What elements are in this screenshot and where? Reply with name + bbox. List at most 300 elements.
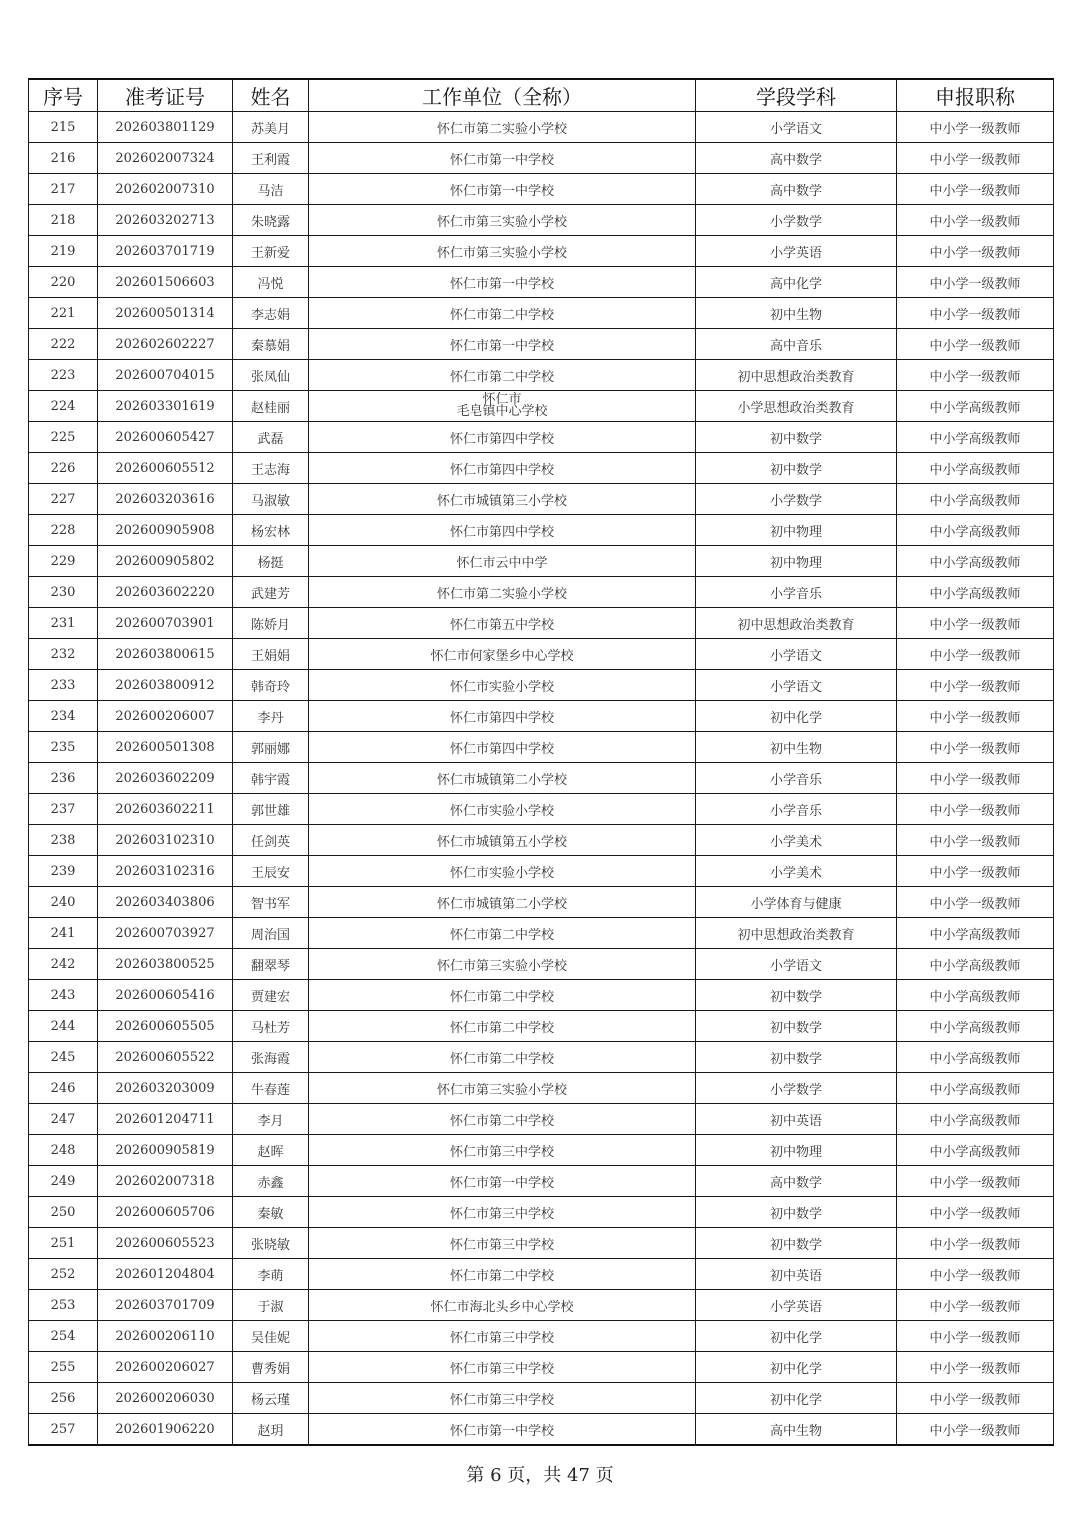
cell-index: 241 (29, 918, 98, 949)
cell-exam-id: 202601204804 (98, 1259, 233, 1290)
cell-name: 韩奇玲 (233, 670, 309, 701)
table-row (29, 1135, 1054, 1166)
cell-subject: 高中生物 (696, 1414, 897, 1446)
table-row (29, 701, 1054, 732)
cell-index: 248 (29, 1135, 98, 1166)
cell-exam-id: 202600703901 (98, 608, 233, 639)
cell-exam-id: 202603203009 (98, 1073, 233, 1104)
cell-name: 王利霞 (233, 143, 309, 174)
cell-subject: 初中物理 (696, 546, 897, 577)
cell-title: 中小学一级教师 (897, 1259, 1054, 1290)
table-row (29, 329, 1054, 360)
cell-index: 234 (29, 701, 98, 732)
cell-index: 232 (29, 639, 98, 670)
cell-workplace: 怀仁市城镇第三小学校 (309, 484, 696, 515)
cell-title: 中小学一级教师 (897, 794, 1054, 825)
cell-exam-id: 202600206030 (98, 1383, 233, 1414)
cell-title: 中小学一级教师 (897, 1414, 1054, 1446)
cell-title: 中小学高级教师 (897, 391, 1054, 422)
cell-index: 229 (29, 546, 98, 577)
cell-name: 马淑敏 (233, 484, 309, 515)
table-row (29, 1197, 1054, 1228)
cell-exam-id: 202600206110 (98, 1321, 233, 1352)
cell-index: 231 (29, 608, 98, 639)
cell-name: 王辰安 (233, 856, 309, 887)
cell-exam-id: 202600605512 (98, 453, 233, 484)
cell-title: 中小学一级教师 (897, 732, 1054, 763)
cell-name: 张海霞 (233, 1042, 309, 1073)
cell-subject: 初中思想政治类教育 (696, 918, 897, 949)
cell-index: 215 (29, 112, 98, 143)
cell-subject: 小学数学 (696, 484, 897, 515)
cell-workplace: 怀仁市第三实验小学校 (309, 236, 696, 267)
cell-name: 赵桂丽 (233, 391, 309, 422)
table-row (29, 980, 1054, 1011)
cell-workplace: 怀仁市实验小学校 (309, 670, 696, 701)
table-row (29, 236, 1054, 267)
cell-title: 中小学一级教师 (897, 701, 1054, 732)
cell-subject: 小学语文 (696, 639, 897, 670)
cell-name: 贾建宏 (233, 980, 309, 1011)
cell-exam-id: 202603602220 (98, 577, 233, 608)
cell-index: 252 (29, 1259, 98, 1290)
table-row (29, 174, 1054, 205)
cell-index: 224 (29, 391, 98, 422)
cell-exam-id: 202600605427 (98, 422, 233, 453)
table-row (29, 298, 1054, 329)
column-header-subject: 学段学科 (696, 79, 897, 112)
cell-index: 236 (29, 763, 98, 794)
cell-subject: 小学体育与健康 (696, 887, 897, 918)
cell-title: 中小学高级教师 (897, 1073, 1054, 1104)
cell-name: 翻翠琴 (233, 949, 309, 980)
cell-index: 244 (29, 1011, 98, 1042)
cell-workplace: 怀仁市第一中学校 (309, 1414, 696, 1446)
cell-exam-id: 202600501308 (98, 732, 233, 763)
cell-workplace: 怀仁市第三实验小学校 (309, 205, 696, 236)
table-row (29, 887, 1054, 918)
cell-index: 250 (29, 1197, 98, 1228)
cell-title: 中小学一级教师 (897, 298, 1054, 329)
cell-title: 中小学一级教师 (897, 887, 1054, 918)
table-row (29, 1073, 1054, 1104)
table-row (29, 949, 1054, 980)
cell-exam-id: 202600905819 (98, 1135, 233, 1166)
cell-title: 中小学高级教师 (897, 1011, 1054, 1042)
cell-workplace: 怀仁市第一中学校 (309, 174, 696, 205)
table-row (29, 205, 1054, 236)
cell-subject: 高中数学 (696, 143, 897, 174)
cell-workplace: 怀仁市第三实验小学校 (309, 1073, 696, 1104)
cell-name: 赵玥 (233, 1414, 309, 1446)
table-row (29, 112, 1054, 143)
cell-workplace: 怀仁市第四中学校 (309, 701, 696, 732)
cell-exam-id: 202603602211 (98, 794, 233, 825)
cell-name: 吴佳妮 (233, 1321, 309, 1352)
cell-name: 陈娇月 (233, 608, 309, 639)
cell-name: 武磊 (233, 422, 309, 453)
cell-subject: 初中数学 (696, 1011, 897, 1042)
cell-index: 238 (29, 825, 98, 856)
table-row (29, 1352, 1054, 1383)
cell-workplace: 怀仁市第二中学校 (309, 918, 696, 949)
cell-index: 255 (29, 1352, 98, 1383)
cell-title: 中小学一级教师 (897, 670, 1054, 701)
cell-subject: 初中数学 (696, 422, 897, 453)
cell-exam-id: 202603701719 (98, 236, 233, 267)
cell-workplace: 怀仁市第二中学校 (309, 360, 696, 391)
cell-subject: 初中生物 (696, 298, 897, 329)
cell-subject: 初中化学 (696, 1321, 897, 1352)
cell-name: 周治国 (233, 918, 309, 949)
cell-title: 中小学一级教师 (897, 205, 1054, 236)
table-row (29, 794, 1054, 825)
cell-workplace: 怀仁市第三实验小学校 (309, 949, 696, 980)
table-row (29, 1290, 1054, 1321)
column-header-title: 申报职称 (897, 79, 1054, 112)
cell-workplace: 怀仁市第四中学校 (309, 515, 696, 546)
table-row (29, 1042, 1054, 1073)
cell-exam-id: 202603800912 (98, 670, 233, 701)
cell-subject: 初中思想政治类教育 (696, 360, 897, 391)
table-row (29, 732, 1054, 763)
cell-title: 中小学一级教师 (897, 360, 1054, 391)
table-row (29, 1259, 1054, 1290)
cell-subject: 小学音乐 (696, 794, 897, 825)
cell-index: 240 (29, 887, 98, 918)
cell-exam-id: 202600605706 (98, 1197, 233, 1228)
cell-workplace: 怀仁市第三中学校 (309, 1352, 696, 1383)
cell-subject: 小学英语 (696, 236, 897, 267)
cell-exam-id: 202603301619 (98, 391, 233, 422)
cell-title: 中小学一级教师 (897, 1290, 1054, 1321)
cell-exam-id: 202603102316 (98, 856, 233, 887)
cell-exam-id: 202600704015 (98, 360, 233, 391)
cell-workplace: 怀仁市海北头乡中心学校 (309, 1290, 696, 1321)
cell-subject: 初中数学 (696, 1228, 897, 1259)
cell-name: 郭世雄 (233, 794, 309, 825)
table-row (29, 267, 1054, 298)
cell-workplace: 怀仁市第二中学校 (309, 1011, 696, 1042)
table-row (29, 1383, 1054, 1414)
cell-index: 227 (29, 484, 98, 515)
cell-subject: 小学语文 (696, 670, 897, 701)
column-header-index: 序号 (29, 79, 98, 112)
cell-title: 中小学一级教师 (897, 1197, 1054, 1228)
cell-workplace: 怀仁市第三中学校 (309, 1135, 696, 1166)
cell-name: 智书军 (233, 887, 309, 918)
cell-workplace: 怀仁市第二中学校 (309, 1259, 696, 1290)
cell-exam-id: 202600605416 (98, 980, 233, 1011)
page-footer: 第 6 页，共 47 页 (466, 1465, 614, 1486)
cell-workplace: 怀仁市第一中学校 (309, 143, 696, 174)
cell-subject: 初中化学 (696, 1352, 897, 1383)
cell-subject: 初中数学 (696, 980, 897, 1011)
cell-name: 冯悦 (233, 267, 309, 298)
cell-workplace: 怀仁市第四中学校 (309, 453, 696, 484)
cell-title: 中小学一级教师 (897, 639, 1054, 670)
cell-exam-id: 202601506603 (98, 267, 233, 298)
cell-index: 230 (29, 577, 98, 608)
cell-title: 中小学高级教师 (897, 484, 1054, 515)
cell-workplace: 怀仁市城镇第二小学校 (309, 763, 696, 794)
cell-title: 中小学一级教师 (897, 112, 1054, 143)
cell-title: 中小学一级教师 (897, 143, 1054, 174)
cell-exam-id: 202600605505 (98, 1011, 233, 1042)
cell-exam-id: 202600206007 (98, 701, 233, 732)
cell-workplace: 怀仁市第四中学校 (309, 422, 696, 453)
header-row (29, 79, 1054, 112)
cell-index: 220 (29, 267, 98, 298)
cell-title: 中小学一级教师 (897, 236, 1054, 267)
cell-workplace: 怀仁市第二实验小学校 (309, 112, 696, 143)
cell-name: 李萌 (233, 1259, 309, 1290)
cell-exam-id: 202603102310 (98, 825, 233, 856)
cell-title: 中小学高级教师 (897, 1042, 1054, 1073)
cell-exam-id: 202602602227 (98, 329, 233, 360)
cell-workplace: 怀仁市第一中学校 (309, 329, 696, 360)
cell-workplace: 怀仁市第二实验小学校 (309, 577, 696, 608)
table-row (29, 143, 1054, 174)
cell-name: 李月 (233, 1104, 309, 1135)
cell-subject: 小学美术 (696, 825, 897, 856)
table-row (29, 608, 1054, 639)
cell-subject: 初中化学 (696, 701, 897, 732)
cell-title: 中小学一级教师 (897, 267, 1054, 298)
column-header-name: 姓名 (233, 79, 309, 112)
cell-title: 中小学高级教师 (897, 1104, 1054, 1135)
cell-index: 253 (29, 1290, 98, 1321)
candidate-table (28, 78, 1054, 1446)
cell-index: 235 (29, 732, 98, 763)
cell-exam-id: 202601906220 (98, 1414, 233, 1446)
cell-exam-id: 202603403806 (98, 887, 233, 918)
cell-subject: 初中化学 (696, 1383, 897, 1414)
cell-workplace: 怀仁市第二中学校 (309, 1104, 696, 1135)
cell-name: 杨云瑾 (233, 1383, 309, 1414)
cell-name: 王志海 (233, 453, 309, 484)
cell-exam-id: 202600605522 (98, 1042, 233, 1073)
cell-title: 中小学一级教师 (897, 174, 1054, 205)
column-header-workplace: 工作单位（全称） (309, 79, 696, 112)
cell-workplace: 怀仁市第二中学校 (309, 1042, 696, 1073)
cell-index: 257 (29, 1414, 98, 1446)
cell-exam-id: 202600905908 (98, 515, 233, 546)
cell-title: 中小学一级教师 (897, 825, 1054, 856)
cell-name: 王娟娟 (233, 639, 309, 670)
cell-title: 中小学一级教师 (897, 1321, 1054, 1352)
cell-exam-id: 202600703927 (98, 918, 233, 949)
cell-index: 251 (29, 1228, 98, 1259)
cell-title: 中小学一级教师 (897, 1166, 1054, 1197)
cell-index: 246 (29, 1073, 98, 1104)
cell-workplace: 怀仁市 毛皂镇中心学校 (309, 391, 696, 422)
cell-index: 217 (29, 174, 98, 205)
cell-name: 李志娟 (233, 298, 309, 329)
cell-name: 苏美月 (233, 112, 309, 143)
table-row (29, 1414, 1054, 1446)
cell-workplace: 怀仁市实验小学校 (309, 794, 696, 825)
cell-index: 233 (29, 670, 98, 701)
cell-workplace: 怀仁市实验小学校 (309, 856, 696, 887)
cell-name: 张凤仙 (233, 360, 309, 391)
cell-subject: 小学语文 (696, 112, 897, 143)
cell-index: 256 (29, 1383, 98, 1414)
cell-workplace: 怀仁市第一中学校 (309, 267, 696, 298)
cell-title: 中小学一级教师 (897, 1228, 1054, 1259)
cell-exam-id: 202601204711 (98, 1104, 233, 1135)
cell-exam-id: 202602007310 (98, 174, 233, 205)
cell-title: 中小学高级教师 (897, 577, 1054, 608)
table-row (29, 422, 1054, 453)
cell-name: 朱晓露 (233, 205, 309, 236)
cell-title: 中小学高级教师 (897, 1135, 1054, 1166)
cell-exam-id: 202603800615 (98, 639, 233, 670)
cell-title: 中小学高级教师 (897, 422, 1054, 453)
cell-workplace: 怀仁市第三中学校 (309, 1228, 696, 1259)
table-row (29, 763, 1054, 794)
cell-index: 254 (29, 1321, 98, 1352)
cell-workplace: 怀仁市第二中学校 (309, 980, 696, 1011)
cell-subject: 小学思想政治类教育 (696, 391, 897, 422)
cell-index: 219 (29, 236, 98, 267)
cell-title: 中小学高级教师 (897, 453, 1054, 484)
cell-title: 中小学高级教师 (897, 949, 1054, 980)
table-row (29, 391, 1054, 422)
cell-subject: 初中数学 (696, 1197, 897, 1228)
cell-workplace: 怀仁市第二中学校 (309, 298, 696, 329)
cell-title: 中小学高级教师 (897, 980, 1054, 1011)
cell-name: 王新爱 (233, 236, 309, 267)
cell-index: 247 (29, 1104, 98, 1135)
cell-subject: 小学语文 (696, 949, 897, 980)
cell-title: 中小学高级教师 (897, 918, 1054, 949)
cell-index: 228 (29, 515, 98, 546)
cell-subject: 小学音乐 (696, 763, 897, 794)
cell-subject: 初中生物 (696, 732, 897, 763)
table-row (29, 453, 1054, 484)
cell-title: 中小学一级教师 (897, 856, 1054, 887)
cell-workplace: 怀仁市第四中学校 (309, 732, 696, 763)
cell-subject: 初中物理 (696, 1135, 897, 1166)
cell-title: 中小学一级教师 (897, 608, 1054, 639)
cell-subject: 小学数学 (696, 205, 897, 236)
cell-subject: 高中数学 (696, 1166, 897, 1197)
cell-exam-id: 202600605523 (98, 1228, 233, 1259)
cell-workplace: 怀仁市第三中学校 (309, 1321, 696, 1352)
cell-index: 249 (29, 1166, 98, 1197)
cell-name: 秦慕娟 (233, 329, 309, 360)
cell-subject: 小学英语 (696, 1290, 897, 1321)
cell-name: 韩宇霞 (233, 763, 309, 794)
cell-name: 曹秀娟 (233, 1352, 309, 1383)
cell-subject: 小学音乐 (696, 577, 897, 608)
cell-exam-id: 202603602209 (98, 763, 233, 794)
cell-workplace: 怀仁市第三中学校 (309, 1383, 696, 1414)
cell-title: 中小学高级教师 (897, 546, 1054, 577)
cell-name: 武建芳 (233, 577, 309, 608)
cell-subject: 小学数学 (696, 1073, 897, 1104)
cell-subject: 初中英语 (696, 1104, 897, 1135)
cell-exam-id: 202603801129 (98, 112, 233, 143)
cell-workplace: 怀仁市第三中学校 (309, 1197, 696, 1228)
cell-workplace: 怀仁市何家堡乡中心学校 (309, 639, 696, 670)
cell-index: 242 (29, 949, 98, 980)
cell-title: 中小学一级教师 (897, 1383, 1054, 1414)
cell-exam-id: 202602007318 (98, 1166, 233, 1197)
cell-exam-id: 202600206027 (98, 1352, 233, 1383)
cell-title: 中小学一级教师 (897, 763, 1054, 794)
cell-workplace: 怀仁市第一中学校 (309, 1166, 696, 1197)
cell-index: 225 (29, 422, 98, 453)
cell-name: 任剑英 (233, 825, 309, 856)
cell-subject: 高中音乐 (696, 329, 897, 360)
cell-index: 237 (29, 794, 98, 825)
cell-subject: 初中思想政治类教育 (696, 608, 897, 639)
cell-exam-id: 202603202713 (98, 205, 233, 236)
table-row (29, 577, 1054, 608)
table-row (29, 1011, 1054, 1042)
table-body (29, 112, 1054, 1446)
cell-name: 赤鑫 (233, 1166, 309, 1197)
table-row (29, 546, 1054, 577)
table-row (29, 856, 1054, 887)
cell-index: 226 (29, 453, 98, 484)
cell-index: 245 (29, 1042, 98, 1073)
cell-subject: 初中数学 (696, 1042, 897, 1073)
table-row (29, 639, 1054, 670)
cell-name: 杨挺 (233, 546, 309, 577)
cell-subject: 初中物理 (696, 515, 897, 546)
cell-name: 于淑 (233, 1290, 309, 1321)
cell-index: 222 (29, 329, 98, 360)
cell-name: 杨宏林 (233, 515, 309, 546)
cell-index: 216 (29, 143, 98, 174)
cell-exam-id: 202600905802 (98, 546, 233, 577)
cell-exam-id: 202602007324 (98, 143, 233, 174)
column-header-exam-id: 准考证号 (98, 79, 233, 112)
cell-title: 中小学一级教师 (897, 329, 1054, 360)
cell-workplace: 怀仁市城镇第五小学校 (309, 825, 696, 856)
cell-subject: 高中数学 (696, 174, 897, 205)
table-row (29, 360, 1054, 391)
table-row (29, 484, 1054, 515)
cell-index: 239 (29, 856, 98, 887)
cell-title: 中小学高级教师 (897, 515, 1054, 546)
table-row (29, 1104, 1054, 1135)
cell-subject: 初中数学 (696, 453, 897, 484)
cell-exam-id: 202600501314 (98, 298, 233, 329)
cell-index: 243 (29, 980, 98, 1011)
cell-name: 张晓敏 (233, 1228, 309, 1259)
table-header (29, 79, 1054, 112)
cell-name: 李丹 (233, 701, 309, 732)
table-row (29, 670, 1054, 701)
cell-subject: 小学美术 (696, 856, 897, 887)
table-row (29, 825, 1054, 856)
cell-name: 马洁 (233, 174, 309, 205)
cell-title: 中小学一级教师 (897, 1352, 1054, 1383)
cell-exam-id: 202603203616 (98, 484, 233, 515)
cell-name: 赵晖 (233, 1135, 309, 1166)
cell-subject: 高中化学 (696, 267, 897, 298)
cell-subject: 初中英语 (696, 1259, 897, 1290)
table-row (29, 515, 1054, 546)
table-row (29, 1321, 1054, 1352)
cell-name: 马杜芳 (233, 1011, 309, 1042)
cell-index: 223 (29, 360, 98, 391)
cell-index: 218 (29, 205, 98, 236)
